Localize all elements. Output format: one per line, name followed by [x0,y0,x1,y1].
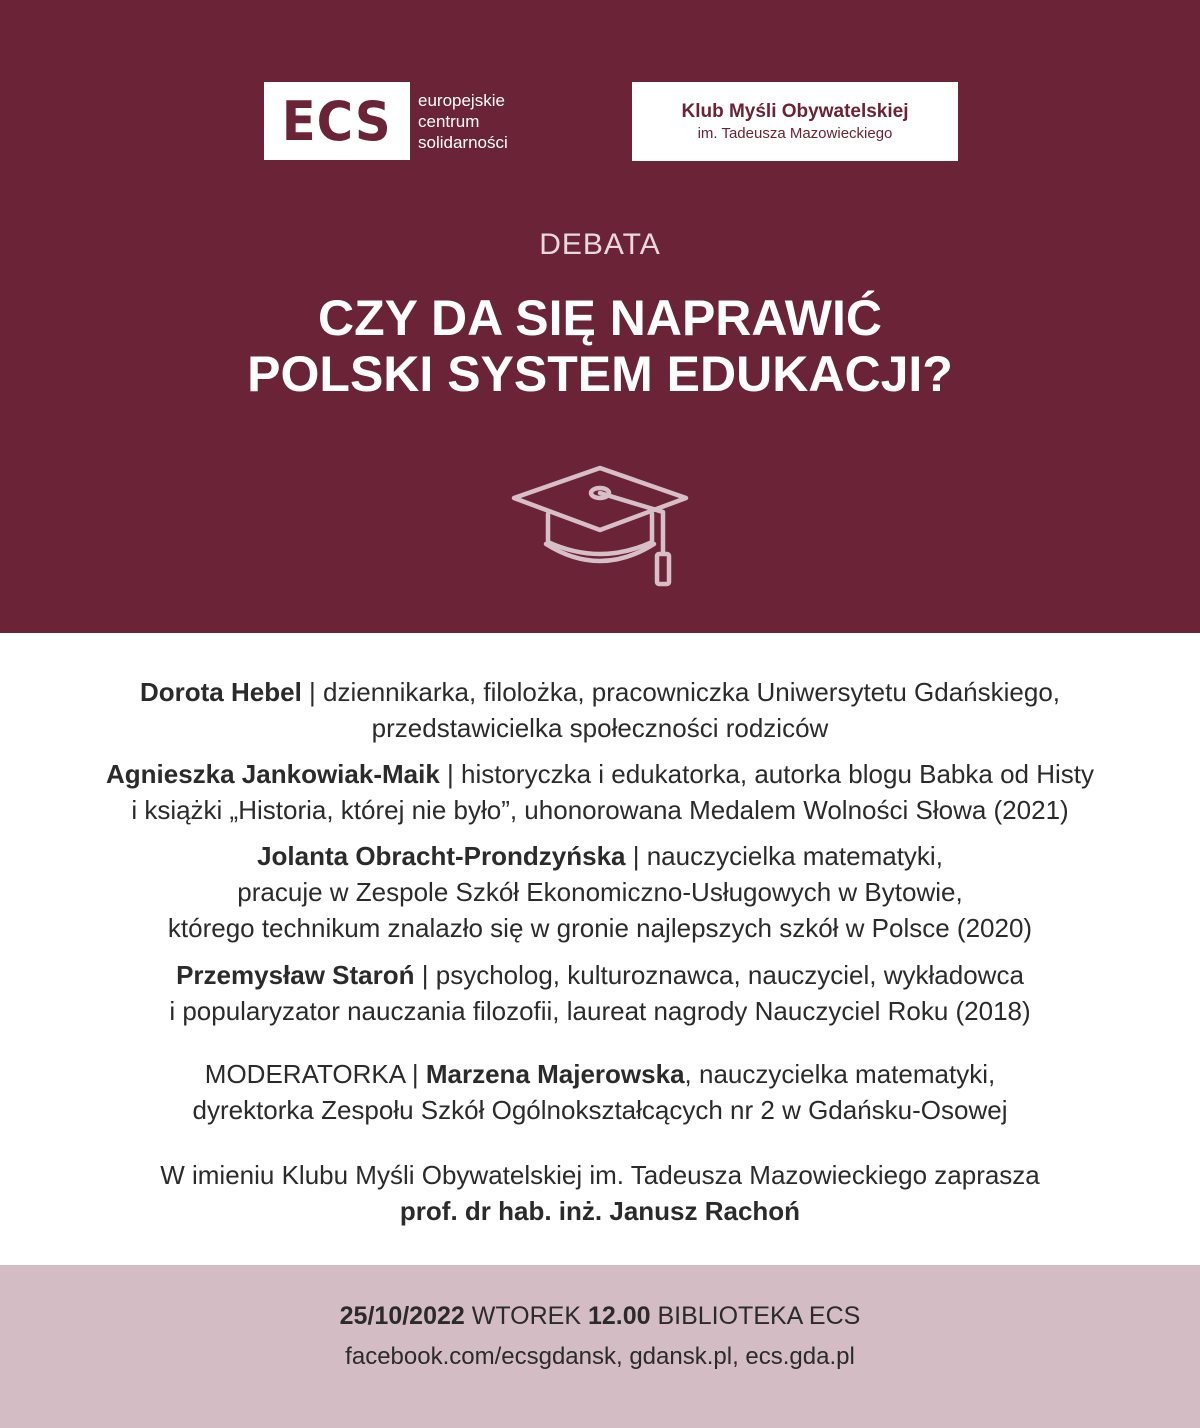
speaker-description: przedstawicielka społeczności rodziców [371,713,829,743]
klub-logo-name: Klub Myśli Obywatelskiej [681,101,909,122]
speaker-name: Agnieszka Jankowiak-Maik [105,759,440,789]
speaker-description: i książki „Historia, której nie było”, uhonorowana Medalem Wolności Słowa (2021) [131,795,1069,825]
moderator-label: MODERATORKA | [204,1059,426,1089]
ecs-logo-text [418,90,508,153]
invitation-text: W imieniu Klubu Myśli Obywatelskiej im. Tadeusza Mazowieckiego zaprasza [160,1160,1040,1190]
moderator-description: dyrektorka Zespołu Szkół Ogólnokształcących nr 2 w Gdańsku-Osowej [192,1095,1008,1125]
moderator-name: Marzena Majerowska [425,1059,685,1089]
moderator-entry [20,1056,1180,1128]
klub-logo-subtitle: im. Tadeusza Mazowieckiego [697,125,893,142]
speaker-description: i popularyzator nauczania filozofii, laureat nagrody Nauczyciel Roku (2018) [169,996,1031,1026]
ecs-logo-line: europejskie [418,91,505,110]
ecs-logo-line: centrum [418,112,480,131]
speaker-description: | historyczka i edukatorka, autorka blogu Babka od Histy [439,759,1094,789]
page-title [0,290,1200,402]
speaker-description: którego technikum znalazło się w gronie najlepszych szkół w Polsce (2020) [167,913,1033,943]
invitation-host: prof. dr hab. inż. Janusz Rachoń [399,1196,801,1226]
invitation [20,1157,1180,1229]
event-time: 12.00 [587,1302,651,1330]
ecs-logo [264,82,410,160]
speaker-entry [20,957,1180,1029]
klub-logo [632,82,958,161]
event-kicker: DEBATA [539,228,661,261]
speaker-description: | psycholog, kulturoznawca, nauczyciel, wykładowca [414,960,1024,990]
speaker-name: Jolanta Obracht-Prondzyńska [257,841,626,871]
event-day: WTOREK [464,1302,588,1330]
event-links: facebook.com/ecsgdansk, gdansk.pl, ecs.gda.pl [345,1343,855,1370]
ecs-logo-line: solidarności [418,133,508,152]
moderator-description: , nauczycielka matematyki, [684,1059,996,1089]
speaker-name: Przemysław Staroń [176,960,415,990]
speaker-entry [20,674,1180,746]
event-place: BIBLIOTEKA ECS [650,1302,861,1330]
title-line: CZY DA SIĘ NAPRAWIĆ [318,290,882,346]
speaker-description: | nauczycielka matematyki, [625,841,943,871]
graduation-cap-icon [500,462,700,592]
speaker-entry [20,756,1180,828]
event-date: 25/10/2022 [339,1302,465,1330]
event-details [0,1300,1200,1332]
ecs-logo-letters: ECS [282,89,392,153]
speaker-name: Dorota Hebel [139,677,302,707]
speaker-description: pracuje w Zespole Szkół Ekonomiczno-Usługowych w Bytowie, [237,877,963,907]
title-line: POLSKI SYSTEM EDUKACJI? [247,346,953,402]
speaker-description: | dziennikarka, filolożka, pracowniczka Uniwersytetu Gdańskiego, [301,677,1061,707]
speaker-entry [20,838,1180,946]
